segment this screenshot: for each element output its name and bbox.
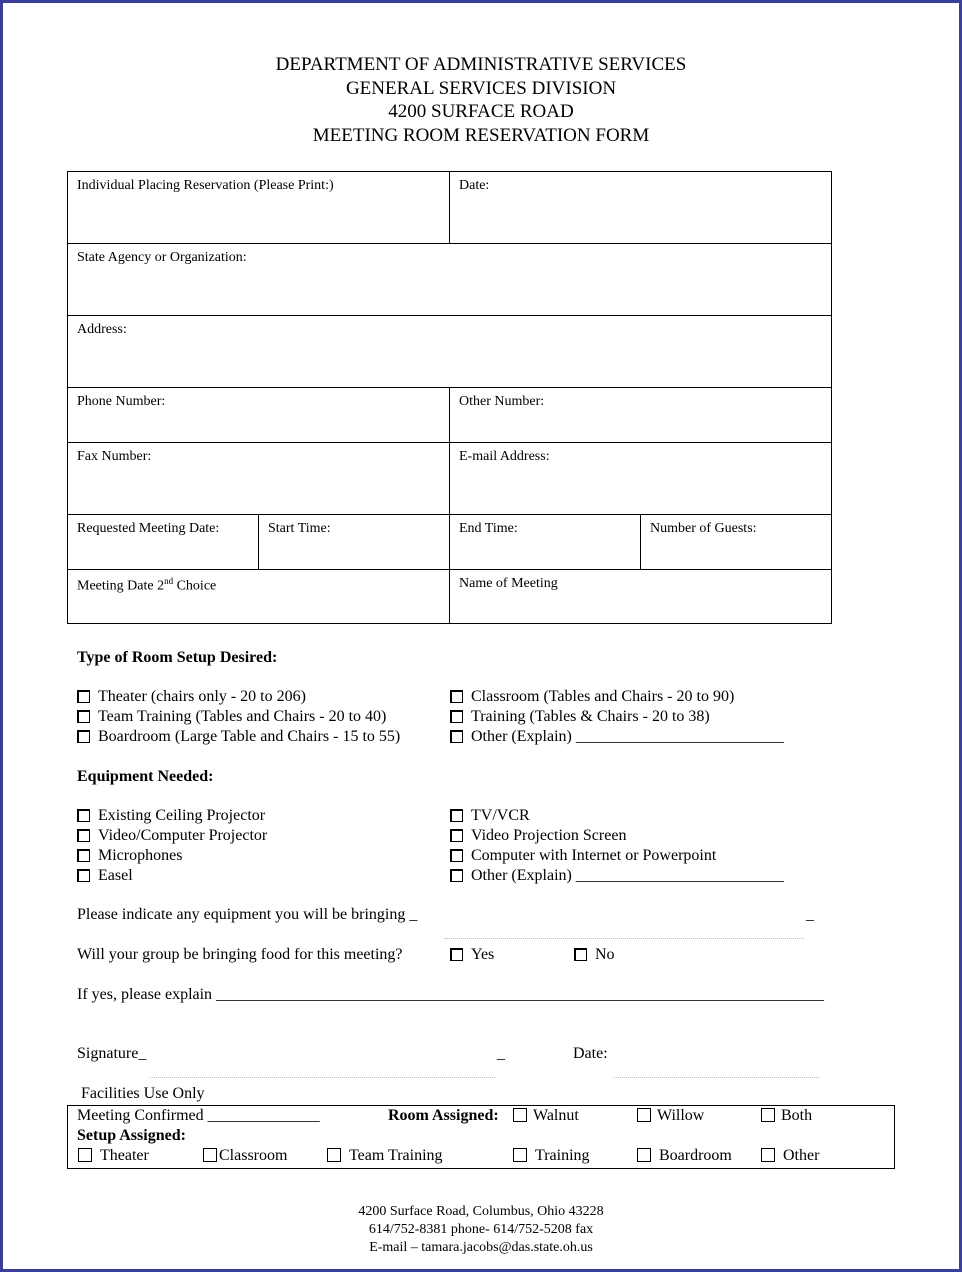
individual-field[interactable] — [68, 172, 450, 244]
setup-option-team-training[interactable]: Team Training (Tables and Chairs - 20 to 40) — [77, 708, 386, 726]
checkbox-icon[interactable] — [637, 1148, 651, 1162]
checkbox-icon[interactable] — [513, 1108, 527, 1122]
form-title: MEETING ROOM RESERVATION FORM — [312, 125, 650, 146]
setup-team-training-option[interactable]: Team Training — [327, 1147, 443, 1165]
checkbox-icon[interactable] — [450, 690, 463, 703]
address-field[interactable] — [68, 316, 831, 388]
setup-other-option[interactable]: Other — [761, 1147, 819, 1165]
footer-phone: 614/752-8381 phone- 614/752-5208 fax — [368, 1222, 594, 1237]
setup-option-boardroom[interactable]: Boardroom (Large Table and Chairs - 15 to 55) — [77, 728, 400, 746]
checkbox-icon[interactable] — [450, 948, 463, 961]
checkbox-icon[interactable] — [77, 849, 90, 862]
bringing-equipment-label: Please indicate any equipment you will be bringing _ — [77, 906, 418, 923]
checkbox-icon[interactable] — [77, 869, 90, 882]
food-yes-option[interactable]: Yes — [450, 946, 494, 964]
other-number-label: Other Number: — [459, 394, 545, 409]
food-explain-field[interactable]: If yes, please explain ____________________________________________________________________________ — [77, 986, 825, 1003]
individual-label: Individual Placing Reservation (Please Print:) — [77, 178, 334, 193]
checkbox-icon[interactable] — [761, 1148, 775, 1162]
setup-theater-option[interactable]: Theater — [78, 1147, 149, 1165]
requested-date-field[interactable] — [68, 515, 259, 570]
checkbox-icon[interactable] — [637, 1108, 651, 1122]
checkbox-icon[interactable] — [450, 730, 463, 743]
agency-field[interactable] — [68, 244, 831, 316]
checkbox-icon[interactable] — [77, 730, 90, 743]
meeting-name-label: Name of Meeting — [459, 576, 558, 591]
phone-label: Phone Number: — [77, 394, 166, 409]
date-label: Date: — [459, 178, 490, 193]
checkbox-icon[interactable] — [761, 1108, 775, 1122]
fax-label: Fax Number: — [77, 449, 152, 464]
bringing-equipment-input[interactable] — [444, 921, 804, 939]
phone-field[interactable] — [68, 388, 450, 443]
checkbox-icon[interactable] — [450, 809, 463, 822]
address-title: 4200 SURFACE ROAD — [388, 101, 574, 122]
equipment-heading: Equipment Needed: — [77, 768, 214, 785]
requested-date-label: Requested Meeting Date: — [77, 521, 220, 536]
second-choice-label: Meeting Date 2 — [77, 578, 165, 594]
checkbox-icon[interactable] — [513, 1148, 527, 1162]
room-both-option[interactable]: Both — [761, 1107, 812, 1125]
bringing-equipment-end: _ — [806, 906, 814, 923]
setup-training-option[interactable]: Training — [513, 1147, 590, 1165]
checkbox-icon[interactable] — [203, 1148, 217, 1162]
food-no-option[interactable]: No — [574, 946, 615, 964]
email-field[interactable] — [450, 443, 831, 515]
equipment-easel[interactable]: Easel — [77, 867, 133, 885]
division-title: GENERAL SERVICES DIVISION — [345, 78, 617, 99]
equipment-computer[interactable]: Computer with Internet or Powerpoint — [450, 847, 716, 865]
facilities-title: Facilities Use Only — [81, 1085, 205, 1102]
setup-option-other[interactable]: Other (Explain) __________________________ — [450, 728, 784, 746]
signature-input[interactable] — [150, 1060, 495, 1078]
checkbox-icon[interactable] — [450, 849, 463, 862]
second-choice-sup: nd — [164, 576, 174, 586]
equipment-projection-screen[interactable]: Video Projection Screen — [450, 827, 626, 845]
signature-date-input[interactable] — [614, 1060, 819, 1078]
end-time-field[interactable] — [450, 515, 641, 570]
checkbox-icon[interactable] — [450, 829, 463, 842]
email-label: E-mail Address: — [459, 449, 550, 464]
checkbox-icon[interactable] — [77, 809, 90, 822]
equipment-microphones[interactable]: Microphones — [77, 847, 182, 865]
end-time-label: End Time: — [459, 521, 518, 536]
equipment-tv-vcr[interactable]: TV/VCR — [450, 807, 530, 825]
signature-label: Signature_ — [77, 1045, 147, 1062]
setup-option-training[interactable]: Training (Tables & Chairs - 20 to 38) — [450, 708, 710, 726]
meeting-name-field[interactable] — [450, 570, 831, 623]
checkbox-icon[interactable] — [450, 869, 463, 882]
checkbox-icon[interactable] — [77, 690, 90, 703]
room-setup-heading: Type of Room Setup Desired: — [77, 649, 278, 666]
signature-end: _ — [497, 1045, 505, 1062]
checkbox-icon[interactable] — [327, 1148, 341, 1162]
food-question: Will your group be bringing food for this meeting? — [77, 946, 403, 963]
checkbox-icon[interactable] — [574, 948, 587, 961]
footer-email: E-mail – tamara.jacobs@das.state.oh.us — [369, 1240, 593, 1255]
guests-field[interactable] — [641, 515, 831, 570]
fax-field[interactable] — [68, 443, 450, 515]
agency-label: State Agency or Organization: — [77, 250, 247, 265]
other-number-field[interactable] — [450, 388, 831, 443]
reservation-table — [67, 171, 832, 624]
second-choice-field[interactable] — [68, 570, 450, 623]
room-walnut-option[interactable]: Walnut — [513, 1107, 579, 1125]
room-willow-option[interactable]: Willow — [637, 1107, 704, 1125]
guests-label: Number of Guests: — [650, 521, 757, 536]
date-field[interactable] — [450, 172, 831, 244]
equipment-video-projector[interactable]: Video/Computer Projector — [77, 827, 267, 845]
footer-address: 4200 Surface Road, Columbus, Ohio 43228 — [358, 1204, 604, 1219]
checkbox-icon[interactable] — [450, 710, 463, 723]
signature-date-label: Date: — [573, 1045, 608, 1062]
room-assigned-label: Room Assigned: — [388, 1107, 499, 1124]
checkbox-icon[interactable] — [77, 710, 90, 723]
setup-classroom-option[interactable]: Classroom — [203, 1147, 287, 1165]
setup-option-theater[interactable]: Theater (chairs only - 20 to 206) — [77, 688, 306, 706]
equipment-other[interactable]: Other (Explain) __________________________ — [450, 867, 784, 885]
address-label: Address: — [77, 322, 127, 337]
checkbox-icon[interactable] — [77, 829, 90, 842]
checkbox-icon[interactable] — [78, 1148, 92, 1162]
start-time-label: Start Time: — [268, 521, 331, 536]
meeting-confirmed-field[interactable]: Meeting Confirmed ______________ — [77, 1107, 320, 1124]
setup-assigned-label: Setup Assigned: — [77, 1127, 186, 1144]
equipment-ceiling-projector[interactable]: Existing Ceiling Projector — [77, 807, 265, 825]
second-choice-label-end: Choice — [173, 578, 217, 594]
start-time-field[interactable] — [259, 515, 450, 570]
setup-boardroom-option[interactable]: Boardroom — [637, 1147, 732, 1165]
setup-option-classroom[interactable]: Classroom (Tables and Chairs - 20 to 90) — [450, 688, 734, 706]
department-title: DEPARTMENT OF ADMINISTRATIVE SERVICES — [275, 54, 687, 75]
